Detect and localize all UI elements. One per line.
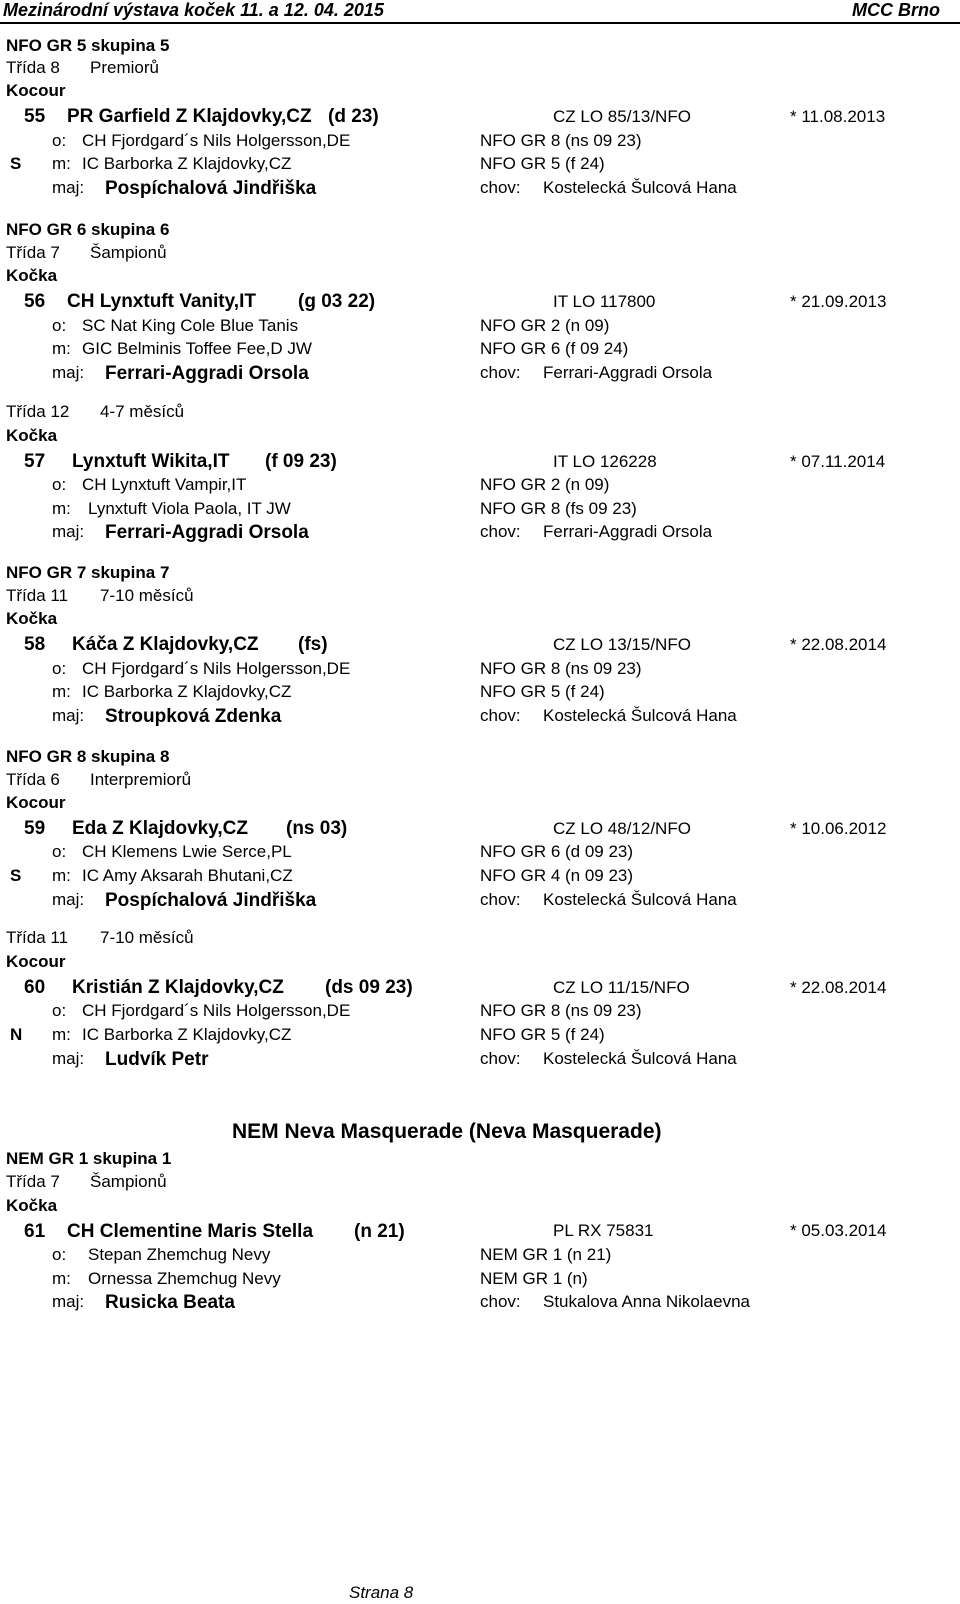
cat-name: PR Garfield Z Klajdovky,CZ — [67, 106, 312, 127]
breeder-label: chov: — [480, 363, 521, 382]
cat-code: (fs) — [298, 634, 328, 655]
owner-label: maj: — [52, 1049, 85, 1068]
group-heading: NFO GR 7 skupina 7 — [6, 563, 170, 582]
mother-label: m: — [52, 866, 71, 885]
cat-code: (ns 03) — [286, 818, 348, 839]
cat-name: Eda Z Klajdovky,CZ — [72, 818, 248, 839]
owner-label: maj: — [52, 706, 85, 725]
father-name: Stepan Zhemchug Nevy — [88, 1245, 271, 1264]
cat-name: CH Lynxtuft Vanity,IT — [67, 291, 256, 312]
father-label: o: — [52, 475, 67, 494]
class-label: Třída 7 — [6, 243, 60, 262]
father-code: NFO GR 2 (n 09) — [480, 316, 610, 335]
registration: PL RX 75831 — [553, 1221, 654, 1240]
breeder-name: Kostelecká Šulcová Hana — [543, 1049, 737, 1068]
owner-label: maj: — [52, 522, 85, 541]
breed-title: NEM Neva Masquerade (Neva Masquerade) — [232, 1120, 662, 1143]
father-code: NFO GR 2 (n 09) — [480, 475, 610, 494]
mother-label: m: — [52, 1269, 71, 1288]
cat-code: (d 23) — [328, 106, 379, 127]
registration: CZ LO 48/12/NFO — [553, 819, 691, 838]
sex-heading: Kočka — [6, 426, 58, 445]
father-name: CH Fjordgard´s Nils Holgersson,DE — [82, 1001, 351, 1020]
owner-name: Pospíchalová Jindřiška — [105, 178, 317, 199]
mother-label: m: — [52, 154, 71, 173]
breeder-name: Kostelecká Šulcová Hana — [543, 890, 737, 909]
cat-code: (f 09 23) — [265, 451, 337, 472]
owner-name: Rusicka Beata — [105, 1292, 235, 1313]
entry-number: 58 — [24, 634, 46, 655]
page-header — [0, 0, 960, 24]
mother-label: m: — [52, 339, 71, 358]
entry-number: 55 — [24, 106, 46, 127]
mother-name: IC Barborka Z Klajdovky,CZ — [82, 154, 292, 173]
father-code: NFO GR 8 (ns 09 23) — [480, 131, 642, 150]
mother-name: GIC Belminis Toffee Fee,D JW — [82, 339, 312, 358]
entry-number: 57 — [24, 451, 46, 472]
birth-date: * 11.08.2013 — [790, 107, 886, 126]
father-code: NFO GR 6 (d 09 23) — [480, 842, 634, 861]
mother-code: NEM GR 1 (n) — [480, 1269, 588, 1288]
owner-label: maj: — [52, 1292, 85, 1311]
father-label: o: — [52, 316, 67, 335]
birth-date: * 21.09.2013 — [790, 292, 887, 311]
class-label: Třída 7 — [6, 1172, 60, 1191]
mother-name: Lynxtuft Viola Paola, IT JW — [88, 499, 291, 518]
father-code: NFO GR 8 (ns 09 23) — [480, 1001, 642, 1020]
cat-name: Kristián Z Klajdovky,CZ — [72, 977, 284, 998]
class-label: Třída 8 — [6, 58, 60, 77]
registration: IT LO 126228 — [553, 452, 657, 471]
father-code: NEM GR 1 (n 21) — [480, 1245, 612, 1264]
breeder-name: Kostelecká Šulcová Hana — [543, 178, 737, 197]
entry-number: 59 — [24, 818, 46, 839]
breeder-name: Kostelecká Šulcová Hana — [543, 706, 737, 725]
breeder-label: chov: — [480, 1049, 521, 1068]
sex-heading: Kocour — [6, 952, 66, 971]
cat-code: (g 03 22) — [298, 291, 376, 312]
breeder-name: Ferrari-Aggradi Orsola — [543, 363, 713, 382]
father-label: o: — [52, 1001, 67, 1020]
breeder-name: Ferrari-Aggradi Orsola — [543, 522, 713, 541]
mother-label: m: — [52, 682, 71, 701]
mother-code: NFO GR 5 (f 24) — [480, 1025, 605, 1044]
sex-heading: Kocour — [6, 793, 66, 812]
entry-number: 60 — [24, 977, 46, 998]
owner-name: Stroupková Zdenka — [105, 706, 282, 727]
breeder-label: chov: — [480, 522, 521, 541]
mother-name: Ornessa Zhemchug Nevy — [88, 1269, 281, 1288]
show-title: Mezinárodní výstava koček 11. a 12. 04. 2015 — [3, 0, 384, 20]
mother-name: IC Barborka Z Klajdovky,CZ — [82, 1025, 292, 1044]
mother-code: NFO GR 4 (n 09 23) — [480, 866, 634, 885]
group-heading: NEM GR 1 skupina 1 — [6, 1149, 172, 1168]
class-name: Šampionů — [90, 1172, 167, 1191]
birth-date: * 07.11.2014 — [790, 452, 886, 471]
birth-date: * 22.08.2014 — [790, 978, 887, 997]
class-name: Premiorů — [90, 58, 159, 77]
birth-date: * 10.06.2012 — [790, 819, 887, 838]
club-name: MCC Brno — [852, 0, 940, 20]
registration: CZ LO 85/13/NFO — [553, 107, 691, 126]
cat-name: Káča Z Klajdovky,CZ — [72, 634, 259, 655]
father-label: o: — [52, 1245, 67, 1264]
class-name: 4-7 měsíců — [100, 402, 185, 421]
entry-number: 61 — [24, 1221, 46, 1242]
owner-name: Ferrari-Aggradi Orsola — [105, 522, 309, 543]
cat-code: (ds 09 23) — [325, 977, 413, 998]
mother-label: m: — [52, 1025, 71, 1044]
group-heading: NFO GR 6 skupina 6 — [6, 220, 170, 239]
class-name: 7-10 měsíců — [100, 586, 194, 605]
sex-heading: Kocour — [6, 81, 66, 100]
father-label: o: — [52, 659, 67, 678]
registration: IT LO 117800 — [553, 292, 656, 311]
father-name: CH Klemens Lwie Serce,PL — [82, 842, 292, 861]
cat-name: Lynxtuft Wikita,IT — [72, 451, 230, 472]
class-label: Třída 6 — [6, 770, 60, 789]
cat-code: (n 21) — [354, 1221, 405, 1242]
group-heading: NFO GR 5 skupina 5 — [6, 36, 170, 55]
class-name: 7-10 měsíců — [100, 928, 194, 947]
group-heading: NFO GR 8 skupina 8 — [6, 747, 170, 766]
breeder-label: chov: — [480, 1292, 521, 1311]
father-code: NFO GR 8 (ns 09 23) — [480, 659, 642, 678]
father-label: o: — [52, 131, 67, 150]
mother-code: NFO GR 6 (f 09 24) — [480, 339, 629, 358]
mark: S — [10, 866, 22, 885]
mother-code: NFO GR 8 (fs 09 23) — [480, 499, 637, 518]
mark: N — [10, 1025, 23, 1044]
mark: S — [10, 154, 22, 173]
owner-name: Pospíchalová Jindřiška — [105, 890, 317, 911]
father-name: SC Nat King Cole Blue Tanis — [82, 316, 299, 335]
father-name: CH Lynxtuft Vampir,IT — [82, 475, 247, 494]
birth-date: * 05.03.2014 — [790, 1221, 887, 1240]
mother-code: NFO GR 5 (f 24) — [480, 682, 605, 701]
class-name: Šampionů — [90, 243, 167, 262]
entry-number: 56 — [24, 291, 46, 312]
sex-heading: Kočka — [6, 266, 58, 285]
registration: CZ LO 13/15/NFO — [553, 635, 691, 654]
owner-name: Ludvík Petr — [105, 1049, 209, 1070]
cat-name: CH Clementine Maris Stella — [67, 1221, 314, 1242]
sex-heading: Kočka — [6, 609, 58, 628]
class-label: Třída 11 — [6, 928, 69, 947]
registration: CZ LO 11/15/NFO — [553, 978, 690, 997]
breeder-label: chov: — [480, 178, 521, 197]
sex-heading: Kočka — [6, 1196, 58, 1215]
mother-label: m: — [52, 499, 71, 518]
owner-label: maj: — [52, 890, 85, 909]
owner-label: maj: — [52, 363, 85, 382]
father-name: CH Fjordgard´s Nils Holgersson,DE — [82, 659, 351, 678]
page-number: Strana 8 — [349, 1583, 414, 1602]
breeder-name: Stukalova Anna Nikolaevna — [543, 1292, 750, 1311]
owner-name: Ferrari-Aggradi Orsola — [105, 363, 309, 384]
birth-date: * 22.08.2014 — [790, 635, 887, 654]
class-label: Třída 11 — [6, 586, 69, 605]
mother-code: NFO GR 5 (f 24) — [480, 154, 605, 173]
class-name: Interpremiorů — [90, 770, 192, 789]
father-label: o: — [52, 842, 67, 861]
breeder-label: chov: — [480, 706, 521, 725]
breeder-label: chov: — [480, 890, 521, 909]
owner-label: maj: — [52, 178, 85, 197]
mother-name: IC Barborka Z Klajdovky,CZ — [82, 682, 292, 701]
father-name: CH Fjordgard´s Nils Holgersson,DE — [82, 131, 351, 150]
mother-name: IC Amy Aksarah Bhutani,CZ — [82, 866, 293, 885]
class-label: Třída 12 — [6, 402, 70, 421]
